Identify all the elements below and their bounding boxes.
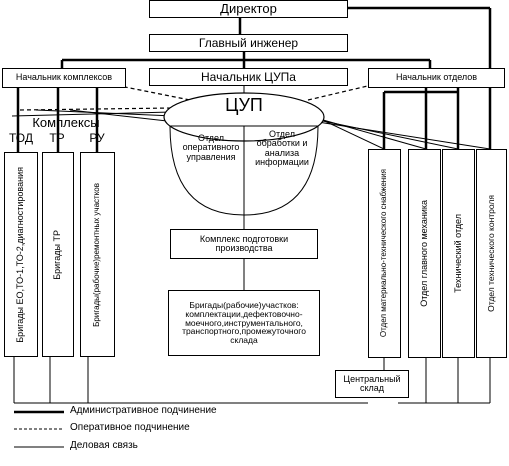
dept-processing-label: Отдел обработки и анализа информации — [255, 129, 309, 168]
director-label: Директор — [220, 1, 277, 17]
brigade-ru-box — [80, 152, 115, 357]
legend-admin-label: Административное подчинение — [70, 405, 217, 416]
complex-tod-label: ТОД — [9, 131, 33, 145]
head-complexes-label: Начальник комплексов — [15, 72, 113, 83]
head-cup-label: Начальник ЦУПа — [201, 69, 296, 84]
head-departments-label: Начальник отделов — [395, 72, 478, 83]
dept-operational-label: Отдел оперативного управления — [182, 133, 240, 162]
brigade-eo-label: Бригады ЕО,ТО-1,ТО-2,диагностирования — [15, 166, 26, 343]
dept-mts-label: Отдел материально-технического снабжения — [379, 169, 389, 338]
dept-chief-mechanic-label: Отдел главного механика — [418, 200, 429, 307]
dept-chief-mechanic-box — [408, 149, 441, 358]
dept-technical-box — [442, 149, 475, 358]
prep-complex-label: Комплекс подготовки производства — [199, 233, 289, 253]
brigades-sections-box — [168, 290, 320, 356]
brigades-sections-label: Бригады(рабочие)участков: комплектации,дефектовочно-моечного,инструментального, транспортного,промежуточного склада — [182, 299, 306, 346]
chief-engineer-label: Главный инженер — [198, 35, 299, 50]
cup-label: ЦУП — [225, 95, 263, 115]
central-warehouse-box — [335, 370, 409, 398]
dept-mts-box — [368, 149, 401, 358]
brigade-tr-label: Бригады ТР — [52, 229, 63, 280]
dept-technical-label: Технический отдел — [452, 214, 463, 293]
legend-business-label: Деловая связь — [70, 440, 138, 451]
prep-complex-box — [170, 229, 318, 259]
complex-ru-label: РУ — [89, 131, 105, 145]
legend-operational-label: Оперативное подчинение — [70, 422, 190, 433]
complex-tr-label: ТР — [49, 131, 65, 145]
dept-quality-box — [476, 149, 507, 358]
brigade-eo-box — [4, 152, 38, 357]
central-warehouse-label: Центральный склад — [343, 373, 401, 393]
brigade-ru-label: Бригады(рабочие)ремонтных участков — [92, 182, 102, 327]
brigade-tr-box — [42, 152, 74, 357]
complexes-label: Комплексы — [32, 115, 100, 130]
dept-quality-label: Отдел технического контроля — [486, 195, 497, 312]
